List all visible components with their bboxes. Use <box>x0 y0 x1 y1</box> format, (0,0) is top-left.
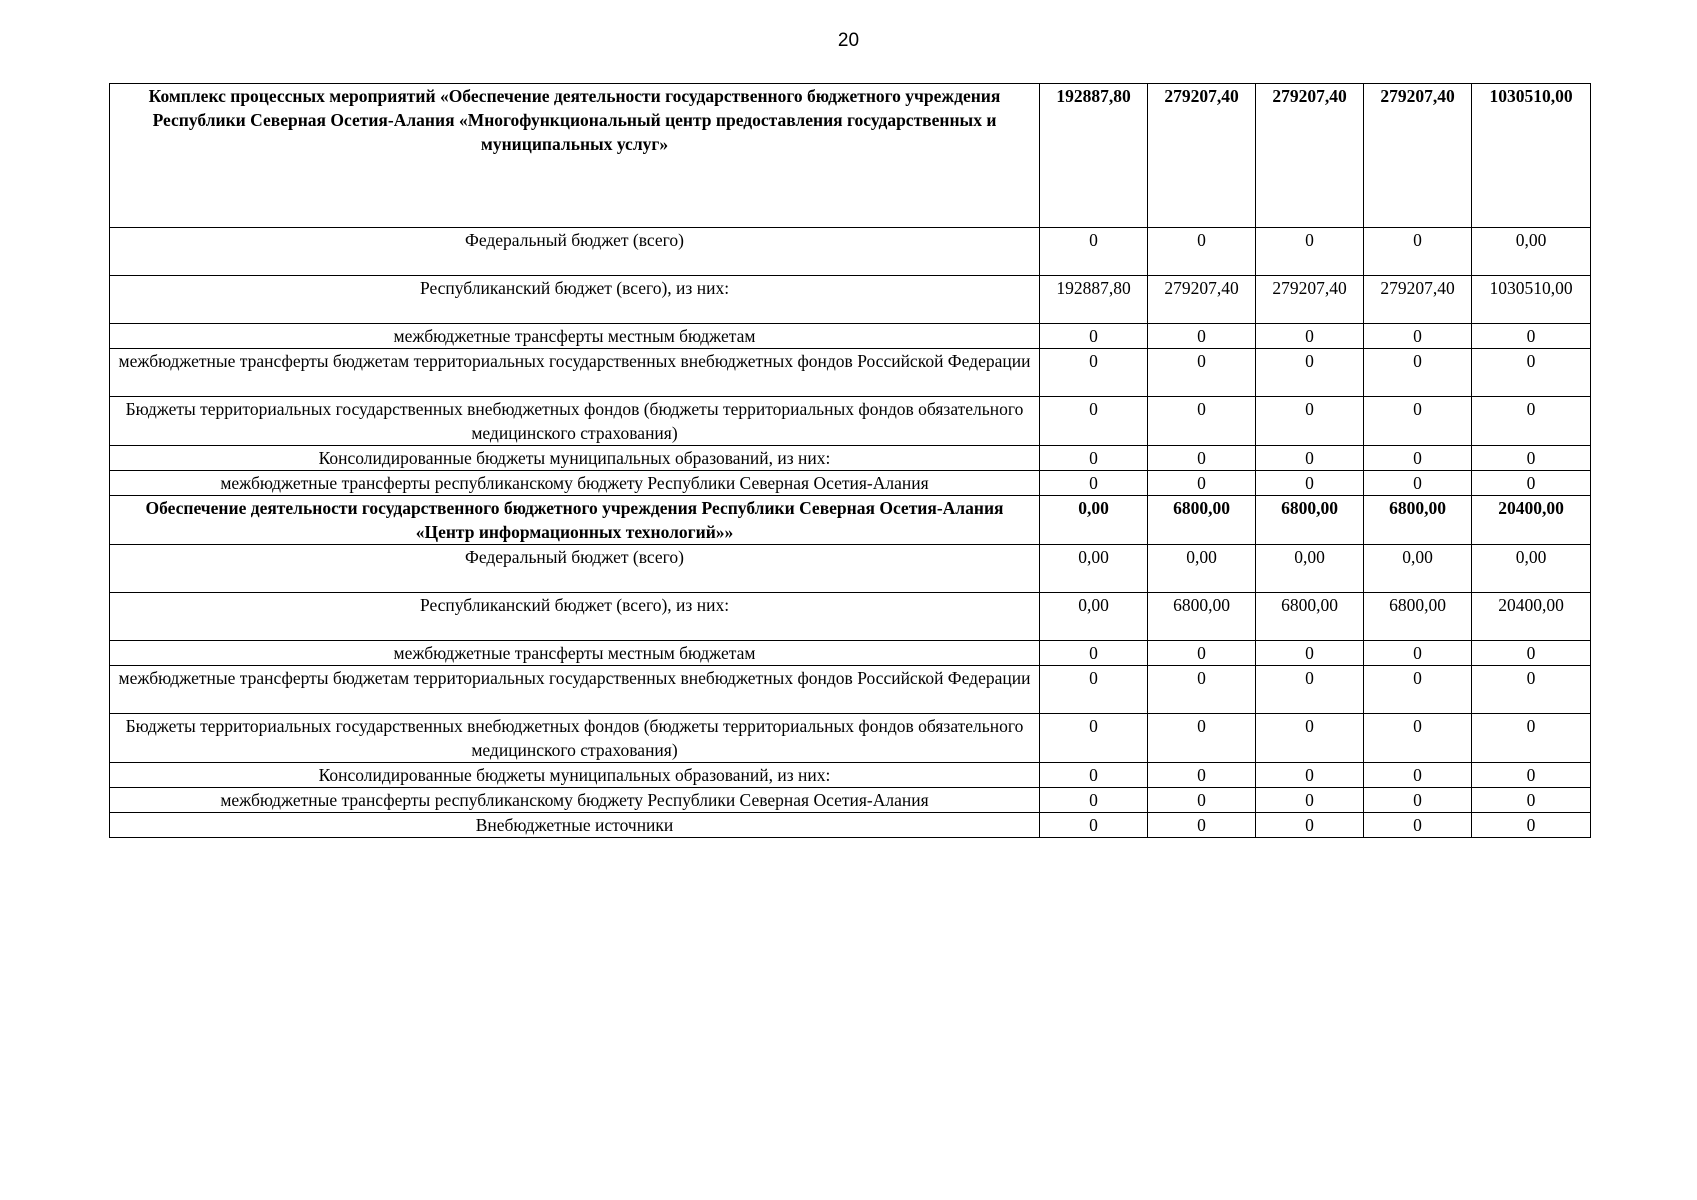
table-row <box>110 641 1591 666</box>
row-label: Обеспечение деятельности государственного бюджетного учреждения Республики Северная Осетия-Алания «Центр информационных технологий»» <box>110 496 1040 545</box>
value-cell: 0 <box>1364 446 1472 471</box>
table-row <box>110 593 1591 641</box>
value-cell: 0,00 <box>1472 545 1591 593</box>
value-cell: 6800,00 <box>1256 593 1364 641</box>
value-cell: 0 <box>1148 788 1256 813</box>
table-row <box>110 714 1591 763</box>
value-cell: 0 <box>1040 397 1148 446</box>
value-cell: 0 <box>1472 397 1591 446</box>
value-cell: 0 <box>1472 788 1591 813</box>
value-cell: 279207,40 <box>1364 84 1472 228</box>
value-cell: 0,00 <box>1040 545 1148 593</box>
row-label: межбюджетные трансферты бюджетам территориальных государственных внебюджетных фондов Российской Федерации <box>110 349 1040 397</box>
value-cell: 279207,40 <box>1364 276 1472 324</box>
value-cell: 20400,00 <box>1472 496 1591 545</box>
value-cell: 0 <box>1256 471 1364 496</box>
value-cell: 6800,00 <box>1148 496 1256 545</box>
value-cell: 0 <box>1364 666 1472 714</box>
table-row <box>110 324 1591 349</box>
value-cell: 0 <box>1364 397 1472 446</box>
value-cell: 1030510,00 <box>1472 276 1591 324</box>
page-number: 20 <box>837 30 860 51</box>
value-cell: 0 <box>1148 763 1256 788</box>
row-label: Бюджеты территориальных государственных внебюджетных фондов (бюджеты территориальных фондов обязательного медицинского страхования) <box>110 397 1040 446</box>
value-cell: 0 <box>1256 714 1364 763</box>
value-cell: 0 <box>1364 714 1472 763</box>
row-label: Республиканский бюджет (всего), из них: <box>110 593 1040 641</box>
value-cell: 0 <box>1148 228 1256 276</box>
row-label: Бюджеты территориальных государственных внебюджетных фондов (бюджеты территориальных фондов обязательного медицинского страхования) <box>110 714 1040 763</box>
row-label: Консолидированные бюджеты муниципальных образований, из них: <box>110 763 1040 788</box>
row-label: межбюджетные трансферты местным бюджетам <box>110 324 1040 349</box>
value-cell: 0 <box>1256 349 1364 397</box>
value-cell: 0 <box>1472 666 1591 714</box>
value-cell: 279207,40 <box>1256 276 1364 324</box>
value-cell: 0 <box>1256 666 1364 714</box>
value-cell: 6800,00 <box>1256 496 1364 545</box>
value-cell: 0 <box>1040 714 1148 763</box>
value-cell: 0 <box>1256 763 1364 788</box>
table-row-mfc-complex <box>110 84 1591 228</box>
value-cell: 0 <box>1472 446 1591 471</box>
value-cell: 279207,40 <box>1256 84 1364 228</box>
value-cell: 0 <box>1472 349 1591 397</box>
value-cell: 0 <box>1364 228 1472 276</box>
value-cell: 0 <box>1040 813 1148 838</box>
value-cell: 0 <box>1364 471 1472 496</box>
value-cell: 0 <box>1472 714 1591 763</box>
value-cell: 0 <box>1040 763 1148 788</box>
row-label: Федеральный бюджет (всего) <box>110 228 1040 276</box>
value-cell: 0 <box>1472 763 1591 788</box>
table-row <box>110 813 1591 838</box>
value-cell: 0 <box>1472 471 1591 496</box>
row-label: Комплекс процессных мероприятий «Обеспечение деятельности государственного бюджетного учреждения Республики Северная Осетия-Алания «Многофункциональный центр предоставления государственных и муниципальных услуг» <box>110 84 1040 228</box>
value-cell: 0,00 <box>1256 545 1364 593</box>
value-cell: 279207,40 <box>1148 276 1256 324</box>
table-row <box>110 349 1591 397</box>
row-label: Федеральный бюджет (всего) <box>110 545 1040 593</box>
value-cell: 0 <box>1148 324 1256 349</box>
value-cell: 0 <box>1040 471 1148 496</box>
value-cell: 0,00 <box>1040 496 1148 545</box>
table-row <box>110 228 1591 276</box>
value-cell: 0 <box>1364 763 1472 788</box>
value-cell: 0 <box>1040 228 1148 276</box>
value-cell: 0 <box>1148 471 1256 496</box>
row-label: Внебюджетные источники <box>110 813 1040 838</box>
value-cell: 0 <box>1364 349 1472 397</box>
row-label: межбюджетные трансферты республиканскому бюджету Республики Северная Осетия-Алания <box>110 471 1040 496</box>
value-cell: 20400,00 <box>1472 593 1591 641</box>
row-label: межбюджетные трансферты местным бюджетам <box>110 641 1040 666</box>
table-row <box>110 397 1591 446</box>
table-row <box>110 471 1591 496</box>
value-cell: 0 <box>1040 641 1148 666</box>
value-cell: 0 <box>1364 788 1472 813</box>
value-cell: 0 <box>1364 641 1472 666</box>
value-cell: 1030510,00 <box>1472 84 1591 228</box>
value-cell: 0 <box>1472 813 1591 838</box>
value-cell: 0 <box>1256 813 1364 838</box>
table-row-cit-section <box>110 496 1591 545</box>
value-cell: 0 <box>1040 666 1148 714</box>
row-label: Консолидированные бюджеты муниципальных образований, из них: <box>110 446 1040 471</box>
value-cell: 0 <box>1148 641 1256 666</box>
value-cell: 0,00 <box>1472 228 1591 276</box>
value-cell: 0 <box>1040 446 1148 471</box>
value-cell: 192887,80 <box>1040 276 1148 324</box>
value-cell: 279207,40 <box>1148 84 1256 228</box>
value-cell: 0 <box>1472 641 1591 666</box>
table-row <box>110 666 1591 714</box>
value-cell: 0 <box>1040 324 1148 349</box>
value-cell: 0 <box>1256 641 1364 666</box>
table-row <box>110 446 1591 471</box>
value-cell: 0 <box>1148 666 1256 714</box>
value-cell: 0 <box>1256 228 1364 276</box>
row-label: Республиканский бюджет (всего), из них: <box>110 276 1040 324</box>
value-cell: 6800,00 <box>1148 593 1256 641</box>
value-cell: 0,00 <box>1148 545 1256 593</box>
value-cell: 0,00 <box>1040 593 1148 641</box>
value-cell: 0 <box>1256 324 1364 349</box>
row-label: межбюджетные трансферты республиканскому бюджету Республики Северная Осетия-Алания <box>110 788 1040 813</box>
row-label: межбюджетные трансферты бюджетам территориальных государственных внебюджетных фондов Российской Федерации <box>110 666 1040 714</box>
budget-table <box>109 83 1591 838</box>
table-row <box>110 276 1591 324</box>
value-cell: 0 <box>1256 397 1364 446</box>
table-row <box>110 545 1591 593</box>
value-cell: 0,00 <box>1364 545 1472 593</box>
value-cell: 192887,80 <box>1040 84 1148 228</box>
value-cell: 0 <box>1148 446 1256 471</box>
value-cell: 0 <box>1040 349 1148 397</box>
value-cell: 0 <box>1148 349 1256 397</box>
value-cell: 0 <box>1148 397 1256 446</box>
value-cell: 6800,00 <box>1364 593 1472 641</box>
value-cell: 0 <box>1148 813 1256 838</box>
table-row <box>110 788 1591 813</box>
value-cell: 0 <box>1472 324 1591 349</box>
value-cell: 0 <box>1256 446 1364 471</box>
value-cell: 0 <box>1364 324 1472 349</box>
value-cell: 0 <box>1256 788 1364 813</box>
value-cell: 0 <box>1040 788 1148 813</box>
value-cell: 0 <box>1148 714 1256 763</box>
table-row <box>110 763 1591 788</box>
value-cell: 0 <box>1364 813 1472 838</box>
value-cell: 6800,00 <box>1364 496 1472 545</box>
